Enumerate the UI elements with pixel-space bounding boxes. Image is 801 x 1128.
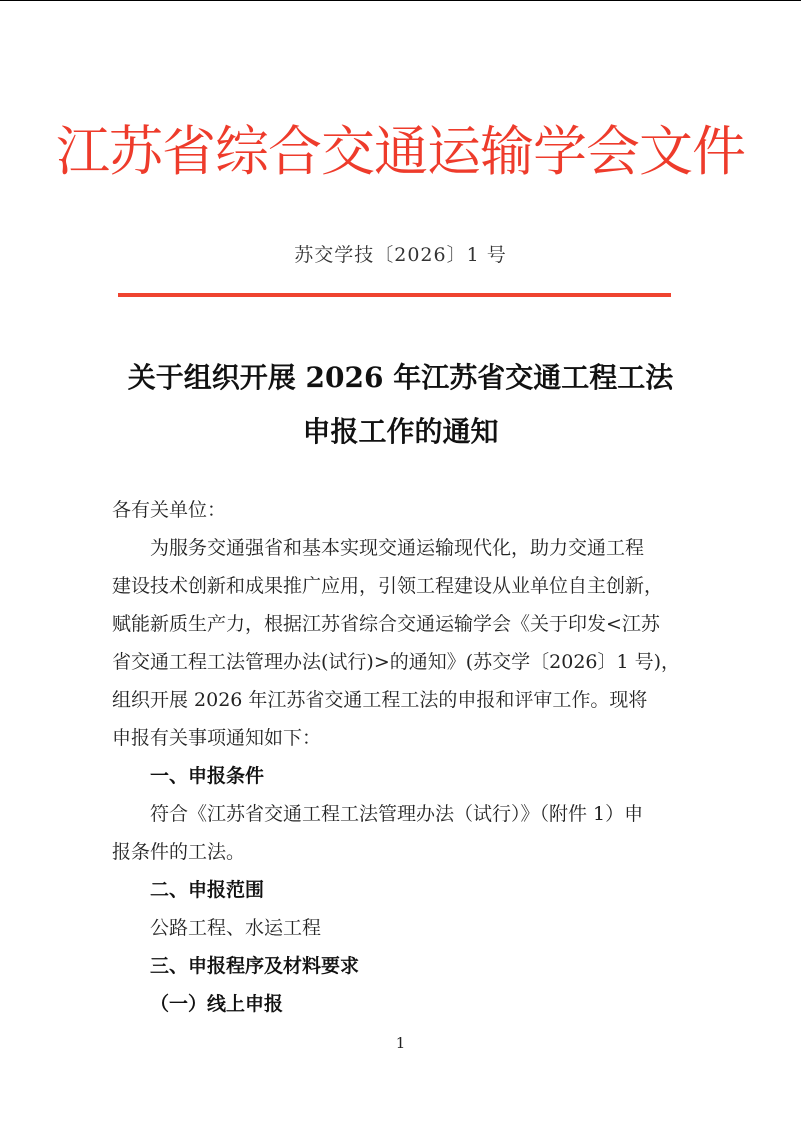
organization-header-title: 江苏省综合交通运输学会文件 [56, 120, 745, 183]
intro-paragraph-line: 申报有关事项通知如下： [112, 727, 322, 749]
salutation: 各有关单位： [112, 499, 227, 521]
document-number: 苏交学技〔2026〕1 号 [294, 244, 507, 266]
intro-paragraph-line: 省交通工程工法管理办法(试行)>的通知》(苏交学〔2026〕1 号)， [112, 651, 681, 673]
section-heading-procedure: 三、申报程序及材料要求 [150, 955, 360, 977]
page-number: 1 [395, 1034, 406, 1052]
section-conditions-line: 报条件的工法。 [112, 841, 246, 863]
section-heading-scope: 二、申报范围 [150, 879, 265, 901]
section-scope-line: 公路工程、水运工程 [112, 917, 322, 939]
intro-paragraph-line: 为服务交通强省和基本实现交通运输现代化，助力交通工程 [112, 537, 645, 559]
intro-paragraph-line: 组织开展 2026 年江苏省交通工程工法的申报和评审工作。现将 [112, 689, 648, 711]
document-title-line-2: 申报工作的通知 [302, 415, 499, 448]
red-header-divider [118, 293, 671, 297]
document-title-line-1: 关于组织开展 2026 年江苏省交通工程工法 [127, 361, 674, 394]
intro-paragraph-line: 建设技术创新和成果推广应用，引领工程建设从业单位自主创新， [112, 575, 664, 597]
subsection-heading-online: （一）线上申报 [150, 993, 284, 1015]
section-conditions-line: 符合《江苏省交通工程工法管理办法（试行）》（附件 1）申 [112, 803, 644, 825]
section-heading-conditions: 一、申报条件 [150, 765, 265, 787]
intro-paragraph-line: 赋能新质生产力，根据江苏省综合交通运输学会《关于印发<江苏 [112, 613, 660, 635]
